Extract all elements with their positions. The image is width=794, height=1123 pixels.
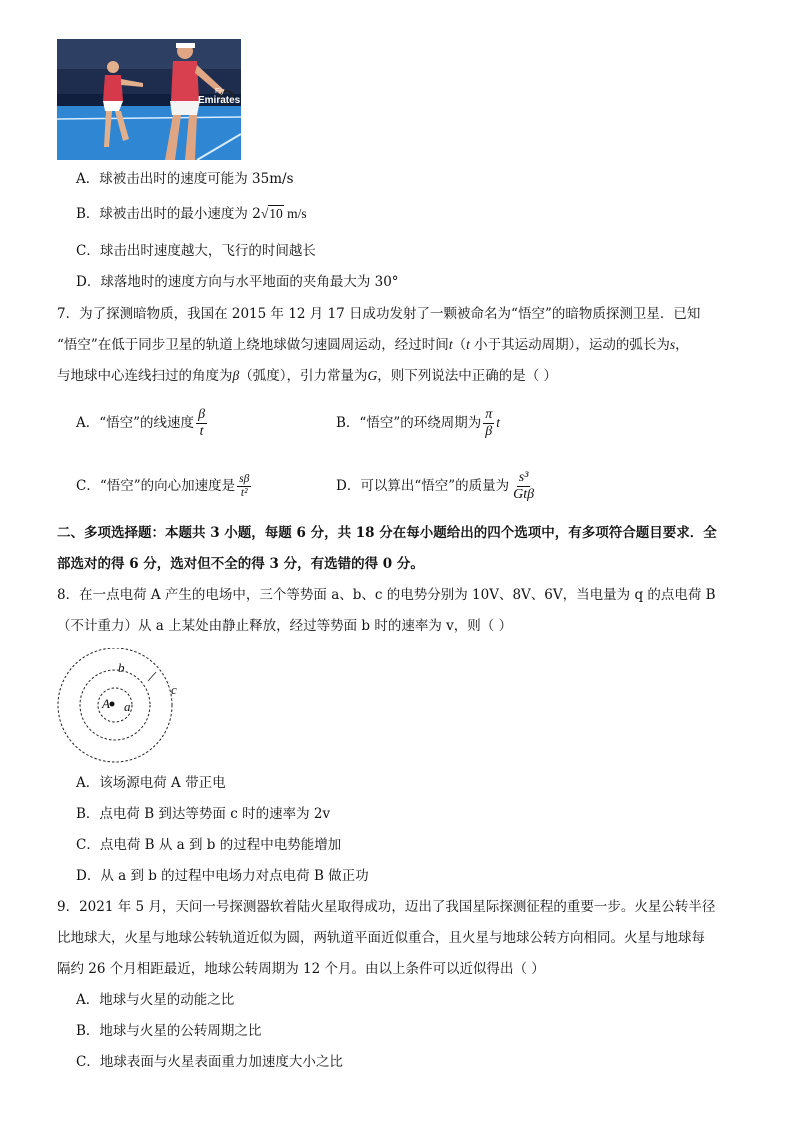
fraction <box>196 408 207 439</box>
q7-text: 小于其运动周期），运动的弧长为 <box>469 337 670 353</box>
var-G: G <box>367 368 378 383</box>
q9-stem-line1: 9．2021 年 5 月，天问一号探测器软着陆火星取得成功，迈出了我国星际探测征程的重要一步。火星公转半径 <box>57 899 716 915</box>
q7-option-b-label: B．“悟空”的环绕周期为 <box>336 415 482 431</box>
banner-prefix: Fly <box>215 88 225 95</box>
numerator: π <box>485 407 493 422</box>
q7-option-c-label: C．“悟空”的向心加速度是 <box>76 478 236 494</box>
q9-option-c: C．地球表面与火星表面重力加速度大小之比 <box>76 1054 343 1070</box>
var-beta: β <box>232 368 240 383</box>
q7-text: “悟空”在低于同步卫星的轨道上绕地球做匀速圆周运动，经过时间 <box>57 337 449 353</box>
section-heading-line1: 二、多项选择题：本题共 3 小题，每题 6 分，共 18 分在每小题给出的四个选项中，有多项符合题目要求．全 <box>57 525 717 541</box>
q7-option-c <box>76 469 253 503</box>
q7-stem-line2 <box>57 336 689 354</box>
q7-text: （弧度），引力常量为 <box>239 368 368 384</box>
q8-option-d: D．从 a 到 b 的过程中电场力对点电荷 B 做正功 <box>76 868 369 884</box>
q6-option-c: C．球击出时速度越大，飞行的时间越长 <box>76 243 316 259</box>
q9-option-b: B．地球与火星的公转周期之比 <box>76 1023 262 1039</box>
label-c: c <box>171 682 177 697</box>
var-t: t <box>448 337 453 352</box>
q7-text: （ <box>452 337 467 353</box>
numerator: s³ <box>518 470 529 485</box>
var-s: s <box>669 337 676 352</box>
q9-stem-line2: 比地球大，火星与地球公转轨道近似为圆，两轨道平面近似重合，且火星与地球公转方向相同。火星与地球每 <box>57 930 705 946</box>
q7-text: ， <box>675 337 689 353</box>
q7-option-b <box>336 406 500 440</box>
banner-text: Emirates <box>198 95 241 106</box>
q8-stem-line1: 8．在一点电荷 A 产生的电场中，三个等势面 a、b、c 的电势分别为 10V、8V、6V，当电量为 q 的点电荷 B <box>57 587 716 603</box>
denominator: t² <box>240 487 248 499</box>
q6-option-a: A．球被击出时的速度可能为 35m/s <box>76 171 294 187</box>
q6-option-b <box>76 205 307 223</box>
denominator: Gtβ <box>513 487 535 502</box>
q8-option-a: A．该场源电荷 A 带正电 <box>76 775 226 791</box>
numerator: β <box>198 407 206 422</box>
label-A: A <box>102 696 110 711</box>
denominator: β <box>485 424 493 439</box>
fraction <box>483 408 494 439</box>
label-a: a <box>124 699 131 714</box>
q7-text: ，则下列说法中正确的是（ ） <box>377 368 558 384</box>
q7-option-d-label: D．可以算出“悟空”的质量为 <box>336 478 510 494</box>
q7-stem-line1: 7．为了探测暗物质，我国在 2015 年 12 月 17 日成功发射了一颗被命名为“悟空”的暗物质探测卫星．已知 <box>57 306 701 322</box>
q7-option-a-label: A．“悟空”的线速度 <box>76 415 195 431</box>
q6-option-b-text: B．球被击出时的最小速度为 2 <box>76 206 261 222</box>
equipotential-diagram <box>52 648 192 764</box>
tennis-photo <box>57 39 241 160</box>
q7-text: 与地球中心连线扫过的角度为 <box>57 368 233 384</box>
numerator: sβ <box>237 474 251 488</box>
label-b: b <box>118 660 125 675</box>
q6-option-b-unit: m/s <box>283 206 307 221</box>
q6-option-b-radicand: 10 <box>269 206 283 221</box>
q8-stem-line2: （不计重力）从 a 上某处由静止释放，经过等势面 b 时的速率为 v，则（ ） <box>57 618 513 634</box>
sqrt-symbol: √10 <box>260 206 283 221</box>
q9-option-a: A．地球与火星的动能之比 <box>76 992 235 1008</box>
q7-option-d <box>336 469 538 503</box>
denominator: t <box>199 424 204 439</box>
section-heading-line2: 部选对的得 6 分，选对但不全的得 3 分，有选错的得 0 分。 <box>57 556 424 572</box>
q7-option-a <box>76 406 209 440</box>
q6-option-d: D．球落地时的速度方向与水平地面的夹角最大为 30° <box>76 274 399 290</box>
q8-option-b: B．点电荷 B 到达等势面 c 时的速率为 2v <box>76 806 331 822</box>
q7-stem-line3 <box>57 367 557 385</box>
var-t: t <box>466 337 470 352</box>
q9-stem-line3: 隔约 26 个月相距最近，地球公转周期为 12 个月。由以上条件可以近似得出（ ） <box>57 961 545 977</box>
fraction <box>237 474 251 500</box>
q8-option-c: C．点电荷 B 从 a 到 b 的过程中电势能增加 <box>76 837 342 853</box>
var-t: t <box>496 415 501 430</box>
fraction <box>511 471 536 502</box>
